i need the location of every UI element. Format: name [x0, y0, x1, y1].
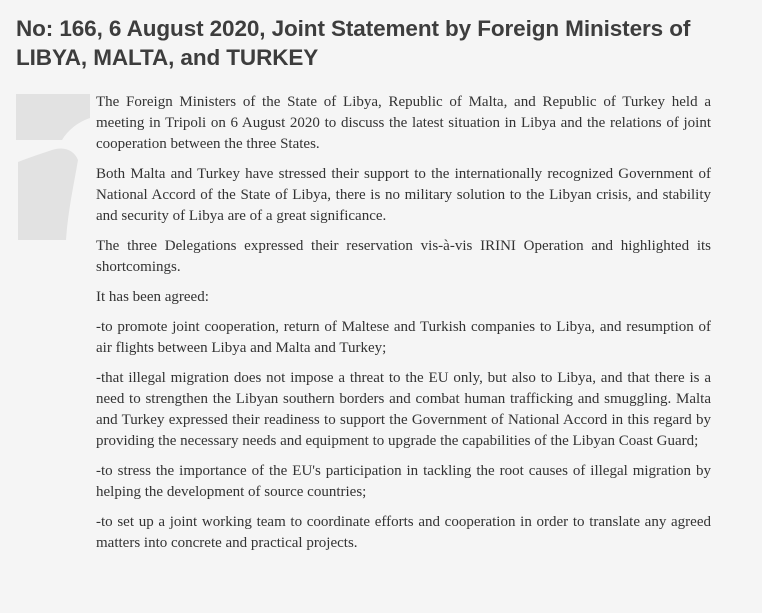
paragraph-irini: The three Delegations expressed their reservation vis-à-vis IRINI Operation and highlighted its shortcomings. — [96, 238, 711, 275]
paragraph-eu-participation: -to stress the importance of the EU's participation in tackling the root causes of illegal migration by helping the development of source countries; — [96, 463, 711, 500]
info-watermark-icon — [12, 92, 92, 242]
statement-body — [96, 92, 711, 563]
paragraph-intro: The Foreign Ministers of the State of Libya, Republic of Malta, and Republic of Turkey held a meeting in Tripoli on 6 August 2020 to discuss the latest situation in Libya and the relations of joint cooperation between the three States. — [96, 94, 711, 152]
page-title: No: 166, 6 August 2020, Joint Statement by Foreign Ministers of LIBYA, MALTA, and TURKEY — [16, 16, 691, 70]
paragraph-cooperation: -to promote joint cooperation, return of Maltese and Turkish companies to Libya, and resumption of air flights between Libya and Malta and Turkey; — [96, 319, 711, 356]
paragraph-working-team: -to set up a joint working team to coordinate efforts and cooperation in order to translate any agreed matters into concrete and practical projects. — [96, 514, 711, 551]
paragraph-agreed: It has been agreed: — [96, 289, 209, 305]
paragraph-support: Both Malta and Turkey have stressed their support to the internationally recognized Government of National Accord of the State of Libya, there is no military solution to the Libyan crisis, and stability and security of Libya are of a great significance. — [96, 166, 711, 224]
paragraph-migration: -that illegal migration does not impose a threat to the EU only, but also to Libya, and that there is a need to strengthen the Libyan southern borders and combat human trafficking and smuggling. Malta and Turkey expressed their readiness to support the Government of National Accord in this regard by providing the necessary needs and equipment to upgrade the capabilities of the Libyan Coast Guard; — [96, 370, 711, 449]
